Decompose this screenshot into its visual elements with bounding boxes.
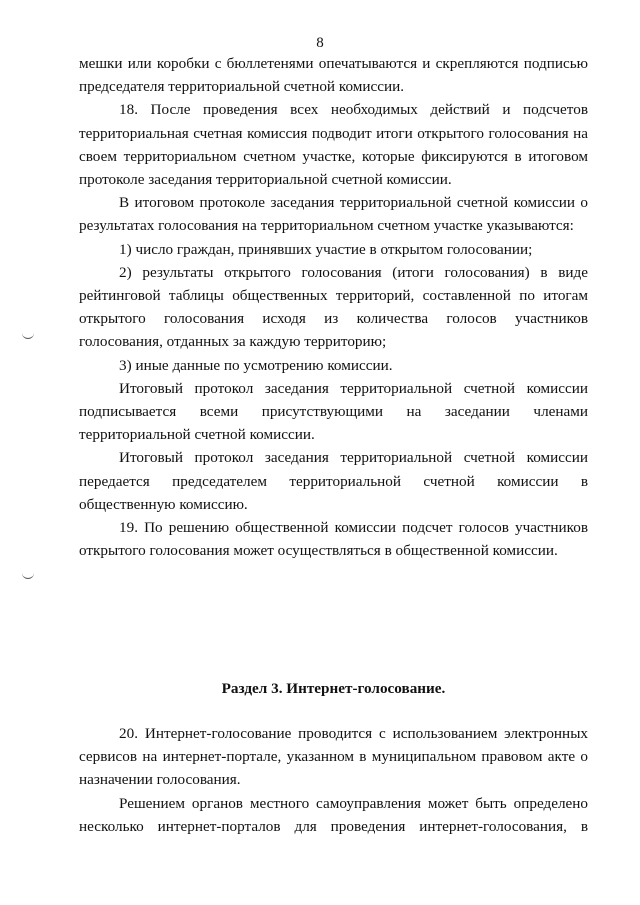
paragraph: Итоговый протокол заседания территориальной счетной комиссии передается председателем территориальной счетной комиссии в общественную комиссию. (79, 449, 588, 513)
section-body (79, 722, 588, 838)
paragraph: В итоговом протоколе заседания территориальной счетной комиссии о результатах голосования на территориальном счетном участке указываются: (79, 194, 588, 235)
margin-mark (22, 572, 34, 579)
list-item: 2) результаты открытого голосования (итоги голосования) в виде рейтинговой таблицы общественных территорий, составленной по итогам открытого голосования исходя из количества голосов участников голосования, отданных за каждую территорию; (79, 263, 588, 351)
paragraph: 18. После проведения всех необходимых действий и подсчетов территориальная счетная комиссия подводит итоги открытого голосования на своем территориальном счетном участке, которые фиксируются в итоговом протоколе заседания территориальной счетной комиссии. (79, 101, 588, 189)
list-item: 1) число граждан, принявших участие в открытом голосовании; (119, 240, 533, 258)
paragraph: Решением органов местного самоуправления может быть определено несколько интернет-порталов для проведения интернет-голосования, в (79, 794, 588, 835)
list-item: 3) иные данные по усмотрению комиссии. (119, 356, 393, 374)
page-number: 8 (316, 35, 324, 51)
paragraph: 19. По решению общественной комиссии подсчет голосов участников открытого голосования может осуществляться в общественной комиссии. (79, 519, 588, 560)
document-body (79, 52, 588, 562)
section-heading: Раздел 3. Интернет-голосование. (221, 680, 446, 697)
paragraph: мешки или коробки с бюллетенями опечатываются и скрепляются подписью председателя территориальной счетной комиссии. (79, 55, 588, 96)
paragraph: 20. Интернет-голосование проводится с использованием электронных сервисов на интернет-портале, указанном в муниципальном правовом акте о назначении голосования. (79, 725, 588, 789)
margin-mark (22, 332, 34, 339)
paragraph: Итоговый протокол заседания территориальной счетной комиссии подписывается всеми присутствующими на заседании членами территориальной счетной комиссии. (79, 379, 588, 444)
